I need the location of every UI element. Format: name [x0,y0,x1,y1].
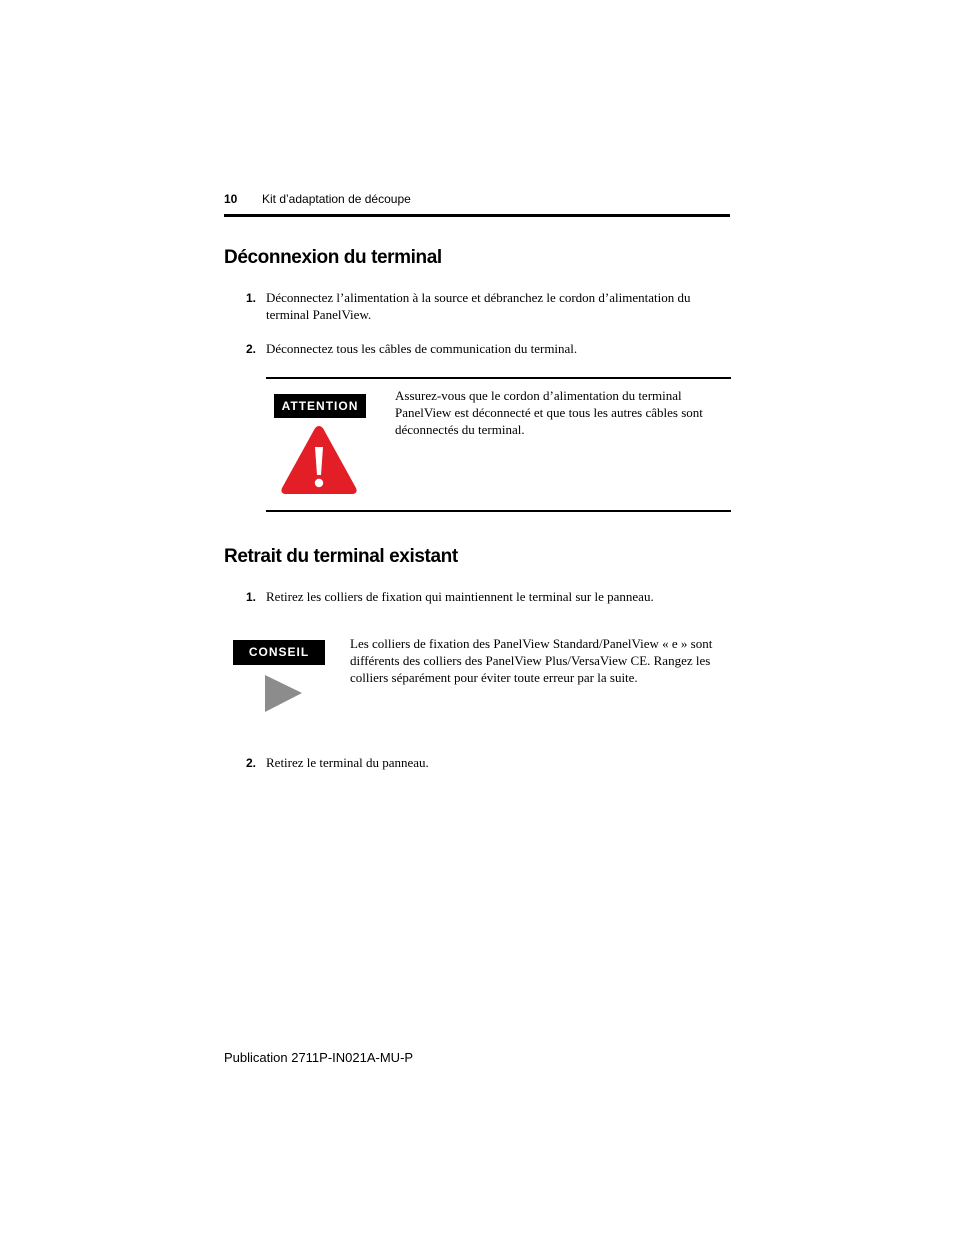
step-text-line: terminal PanelView. [266,307,372,322]
running-header-title: Kit d’adaptation de découpe [262,192,411,206]
attention-badge: ATTENTION [274,394,366,418]
step-number: 2. [246,756,257,770]
attention-top-rule [266,377,731,379]
step-text [266,754,716,771]
step-number: 2. [246,342,257,356]
tip-text-line: différents des colliers des PanelView Plus/VersaView CE. Rangez les [350,653,711,668]
warning-triangle-icon [279,423,359,496]
tip-text [350,635,730,686]
step-text-line: Retirez les colliers de fixation qui maintiennent le terminal sur le panneau. [266,589,654,604]
step-number: 1. [246,291,257,305]
publication-footer: Publication 2711P-IN021A-MU-P [224,1050,414,1065]
tip-text-line: colliers séparément pour éviter toute erreur par la suite. [350,670,638,685]
section-title-remove-terminal: Retrait du terminal existant [224,546,458,567]
attention-text-line: Assurez-vous que le cordon d’alimentation du terminal [395,388,682,403]
step-text-line: Déconnectez tous les câbles de communication du terminal. [266,341,578,356]
step-text [266,588,716,605]
step-text [266,340,716,357]
attention-bottom-rule [266,510,731,512]
play-arrow-icon [264,674,304,714]
section-title-disconnect: Déconnexion du terminal [224,247,442,268]
tip-badge: CONSEIL [233,640,325,665]
attention-text-line: déconnectés du terminal. [395,422,525,437]
step-text [266,289,726,323]
step-number: 1. [246,590,257,604]
attention-text-line: PanelView est déconnecté et que tous les autres câbles sont [395,405,703,420]
step-text-line: Déconnectez l’alimentation à la source et débranchez le cordon d’alimentation du [266,290,691,305]
step-text-line: Retirez le terminal du panneau. [266,755,429,770]
attention-text [395,387,730,438]
tip-text-line: Les colliers de fixation des PanelView Standard/PanelView « e » sont [350,636,713,651]
header-rule [224,214,730,217]
page-number: 10 [224,192,238,206]
